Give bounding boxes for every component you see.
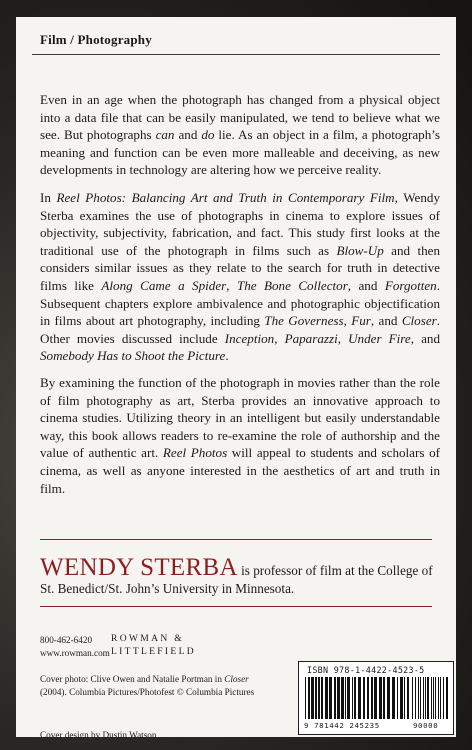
blurb-paragraph-2 (40, 189, 440, 365)
website: www.rowman.com (40, 647, 110, 658)
barcode-bar (420, 677, 421, 719)
barcode-bar (423, 677, 424, 719)
author-name: WENDY STERBA (40, 554, 238, 581)
barcode-bar (329, 677, 332, 719)
barcode-bar (427, 677, 429, 719)
barcode-bar (367, 677, 369, 719)
text-run: , and (370, 313, 402, 329)
barcode-bar (425, 677, 426, 719)
text-run: Even in an age when the photograph has changed from a physical object into a data file that can be easily manipulated, we tend to believe what we see. But photographs (40, 92, 440, 143)
italic-title: Reel Photos: Balancing Art and Truth in Contemporary Film (56, 190, 395, 205)
italic-title: Blow-Up (336, 242, 384, 258)
text-run: lie. As an object in a film, a photograph’s meaning and function can be even more malleable and deceiving, as new developments in technology are altering how we perceive reality. (40, 127, 441, 178)
barcode-bar (334, 677, 336, 719)
italic-title: Closer (401, 313, 437, 329)
barcode-bar (379, 677, 382, 719)
barcode-bar (371, 677, 373, 719)
publisher-logo (111, 632, 196, 658)
blurb-paragraph-1 (40, 91, 440, 179)
barcode-bar (443, 677, 444, 719)
cover-photo-credit (40, 673, 260, 698)
barcode-bar (337, 677, 340, 719)
barcode-bar (383, 677, 385, 719)
italic-title: can (155, 127, 175, 143)
barcode-bar (435, 677, 436, 719)
italic-title: The Bone Collector (236, 277, 348, 293)
italic-title: Forgotten (384, 277, 437, 293)
barcode-bar (358, 677, 361, 719)
barcode-bar (305, 677, 306, 719)
text-run: and then considers similar issues as they relate to the search for truth in detective films like (40, 242, 441, 293)
text-run: , (343, 313, 352, 329)
publisher-ampersand: & (174, 633, 182, 644)
author-bio-text: is professor of film at the College of St. Benedict/St. John’s University in Minnesota. (40, 563, 433, 596)
barcode-bar (418, 677, 419, 719)
category-label: Film / Photography (40, 32, 152, 47)
italic-title: Paparazzi (284, 330, 338, 346)
barcode-bar (438, 677, 439, 719)
barcode-bar (347, 677, 350, 719)
barcode-bar (321, 677, 323, 719)
italic-title: Along Came a Spider (101, 277, 227, 293)
barcode-bar (400, 677, 403, 719)
blurb-paragraph-3 (40, 374, 440, 497)
barcode-bar (363, 677, 365, 719)
barcode-bar (318, 677, 320, 719)
barcode-bar (412, 677, 413, 719)
italic-title: Under Fire (348, 330, 411, 346)
cover-design-credit: Cover design by Dustin Watson (40, 730, 157, 740)
text-run: , Wendy Sterba examines the use of photographs in cinema to explore issues of objectivity, subjectivity, fabrication, and fact. This study first looks at the traditional use of the photograph in films such as (40, 190, 441, 258)
barcode-bar (392, 677, 395, 719)
phone-number: 800-462-6420 (40, 635, 93, 645)
italic-title: Somebody Has to Shoot the Picture (40, 348, 226, 364)
text-run: will appeal to students and scholars of cinema, as well as anyone interested in the aesthetics of art and truth in film. (40, 445, 440, 496)
barcode-digits: 9 781442 245235 (304, 721, 380, 730)
text-run: . Subsequent chapters explore ambivalence and photographic objectification in films about art photography, including (40, 277, 440, 329)
text-run: In (40, 190, 57, 205)
barcode-bar (354, 677, 356, 719)
barcode-bar (404, 677, 405, 719)
author-divider-top (40, 539, 432, 540)
barcode-bar (325, 677, 328, 719)
barcode-bar (433, 677, 434, 719)
isbn-label: ISBN 978-1-4422-4523-5 (307, 665, 425, 675)
italic-title: Reel Photos (162, 445, 228, 461)
barcode-bar (374, 677, 377, 719)
publisher-name-line1: ROWMAN (111, 633, 170, 644)
text-run: (2004). Columbia Pictures/Photofest © Columbia Pictures (40, 686, 255, 697)
text-run: , and (410, 330, 440, 346)
italic-title: Inception (224, 330, 275, 346)
barcode-bar (440, 677, 441, 719)
barcode-bar (415, 677, 416, 719)
text-run: . Other movies discussed include (40, 313, 441, 346)
barcode-bar (397, 677, 398, 719)
barcode-bar (352, 677, 353, 719)
text-run: . (225, 348, 229, 364)
author-divider-bottom (40, 606, 432, 607)
text-run: , (337, 330, 349, 346)
italic-title: Fur (351, 313, 371, 329)
text-run: , (226, 277, 237, 293)
barcode-bar (407, 677, 409, 719)
text-run: and (174, 127, 202, 143)
barcode-bar (387, 677, 390, 719)
ean-barcode-bars (305, 677, 409, 721)
addon-barcode-bars (412, 677, 448, 721)
italic-title: do (201, 127, 215, 143)
barcode-bar (311, 677, 314, 719)
text-run: , and (347, 277, 385, 293)
back-cover-panel (16, 17, 456, 740)
barcode-bar (308, 677, 310, 719)
barcode-bar (341, 677, 344, 719)
category-divider (32, 54, 440, 55)
text-run: , (274, 330, 285, 346)
author-bio (40, 554, 440, 598)
text-run: Cover photo: Clive Owen and Natalie Portman in (40, 674, 225, 684)
isbn-barcode (298, 661, 454, 735)
italic-title: The Governess (264, 313, 344, 329)
italic-title: Closer (224, 674, 249, 684)
barcode-bar (446, 677, 448, 719)
publisher-name-line2: LITTLEFIELD (111, 646, 196, 657)
barcode-bar (315, 677, 317, 719)
text-run: By examining the function of the photograph in movies rather than the role of film photography as art, Sterba provides an innovative approach to cinema studies. Utilizing theory in an intelligent but easily understandable way, this book allows readers to re-examine the role of authorship and the value of authentic art. (40, 375, 440, 461)
barcode-bar (431, 677, 432, 719)
publisher-contact (40, 634, 110, 659)
barcode-bar (345, 677, 346, 719)
barcode-addon-digits: 90000 (413, 721, 439, 730)
